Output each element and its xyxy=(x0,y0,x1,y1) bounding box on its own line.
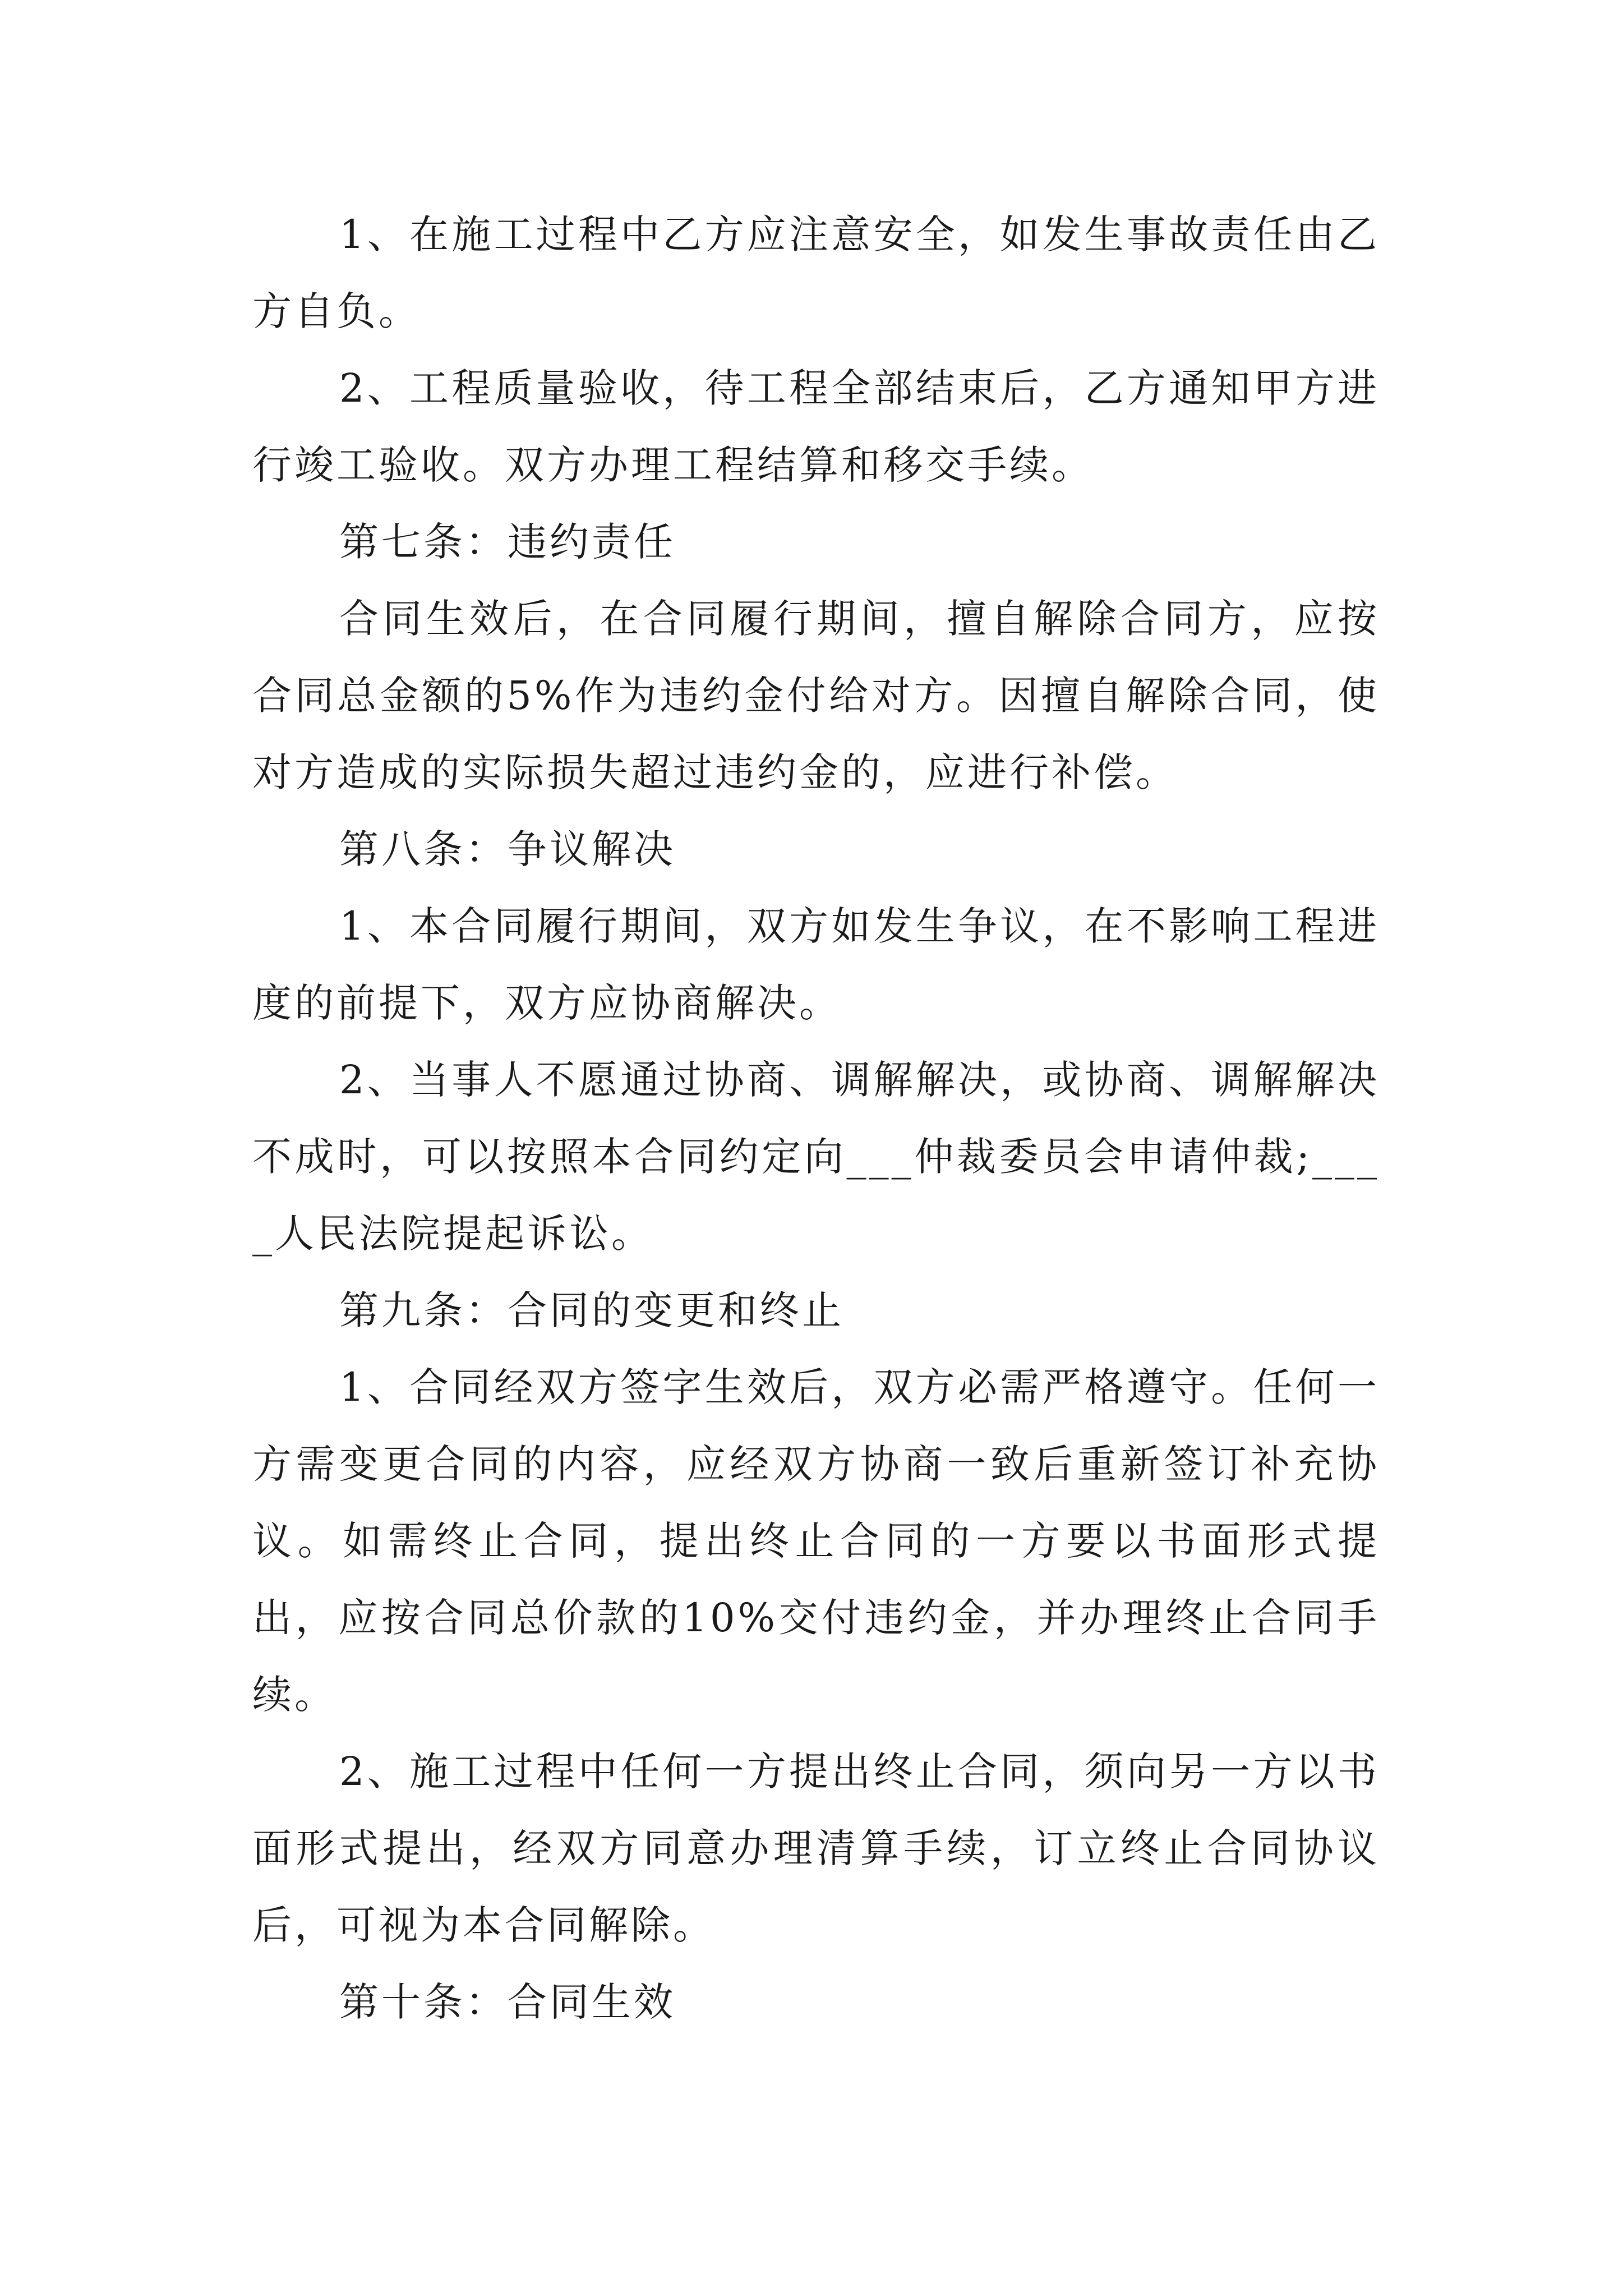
paragraph-acceptance: 2、工程质量验收，待工程全部结束后，乙方通知甲方进行竣工验收。双方办理工程结算和移交手续。 xyxy=(252,365,1380,488)
article-7-heading: 第七条：违约责任 xyxy=(339,519,676,565)
paragraph-breach: 合同生效后，在合同履行期间，擅自解除合同方，应按合同总金额的5%作为违约金付给对方。因擅自解除合同，使对方造成的实际损失超过违约金的，应进行补偿。 xyxy=(252,596,1380,795)
paragraph-change-2: 2、施工过程中任何一方提出终止合同，须向另一方以书面形式提出，经双方同意办理清算手续，订立终止合同协议后，可视为本合同解除。 xyxy=(252,1749,1380,1948)
article-8-heading: 第八条：争议解决 xyxy=(339,826,676,872)
paragraph-change-1: 1、合同经双方签字生效后，双方必需严格遵守。任何一方需变更合同的内容，应经双方协商一致后重新签订补充协议。如需终止合同，提出终止合同的一方要以书面形式提出，应按合同总价款的10%交付违约金，并办理终止合同手续。 xyxy=(252,1364,1380,1718)
paragraph-dispute-2: 2、当事人不愿通过协商、调解解决，或协商、调解解决不成时，可以按照本合同约定向___仲裁委员会申请仲裁;____人民法院提起诉讼。 xyxy=(252,1057,1380,1257)
paragraph-dispute-1: 1、本合同履行期间，双方如发生争议，在不影响工程进度的前提下，双方应协商解决。 xyxy=(252,903,1380,1026)
document-body xyxy=(252,196,1380,2041)
article-10-heading: 第十条：合同生效 xyxy=(339,1979,676,2025)
article-9-heading: 第九条：合同的变更和终止 xyxy=(339,1287,844,1333)
paragraph-safety: 1、在施工过程中乙方应注意安全，如发生事故责任由乙方自负。 xyxy=(252,211,1380,334)
